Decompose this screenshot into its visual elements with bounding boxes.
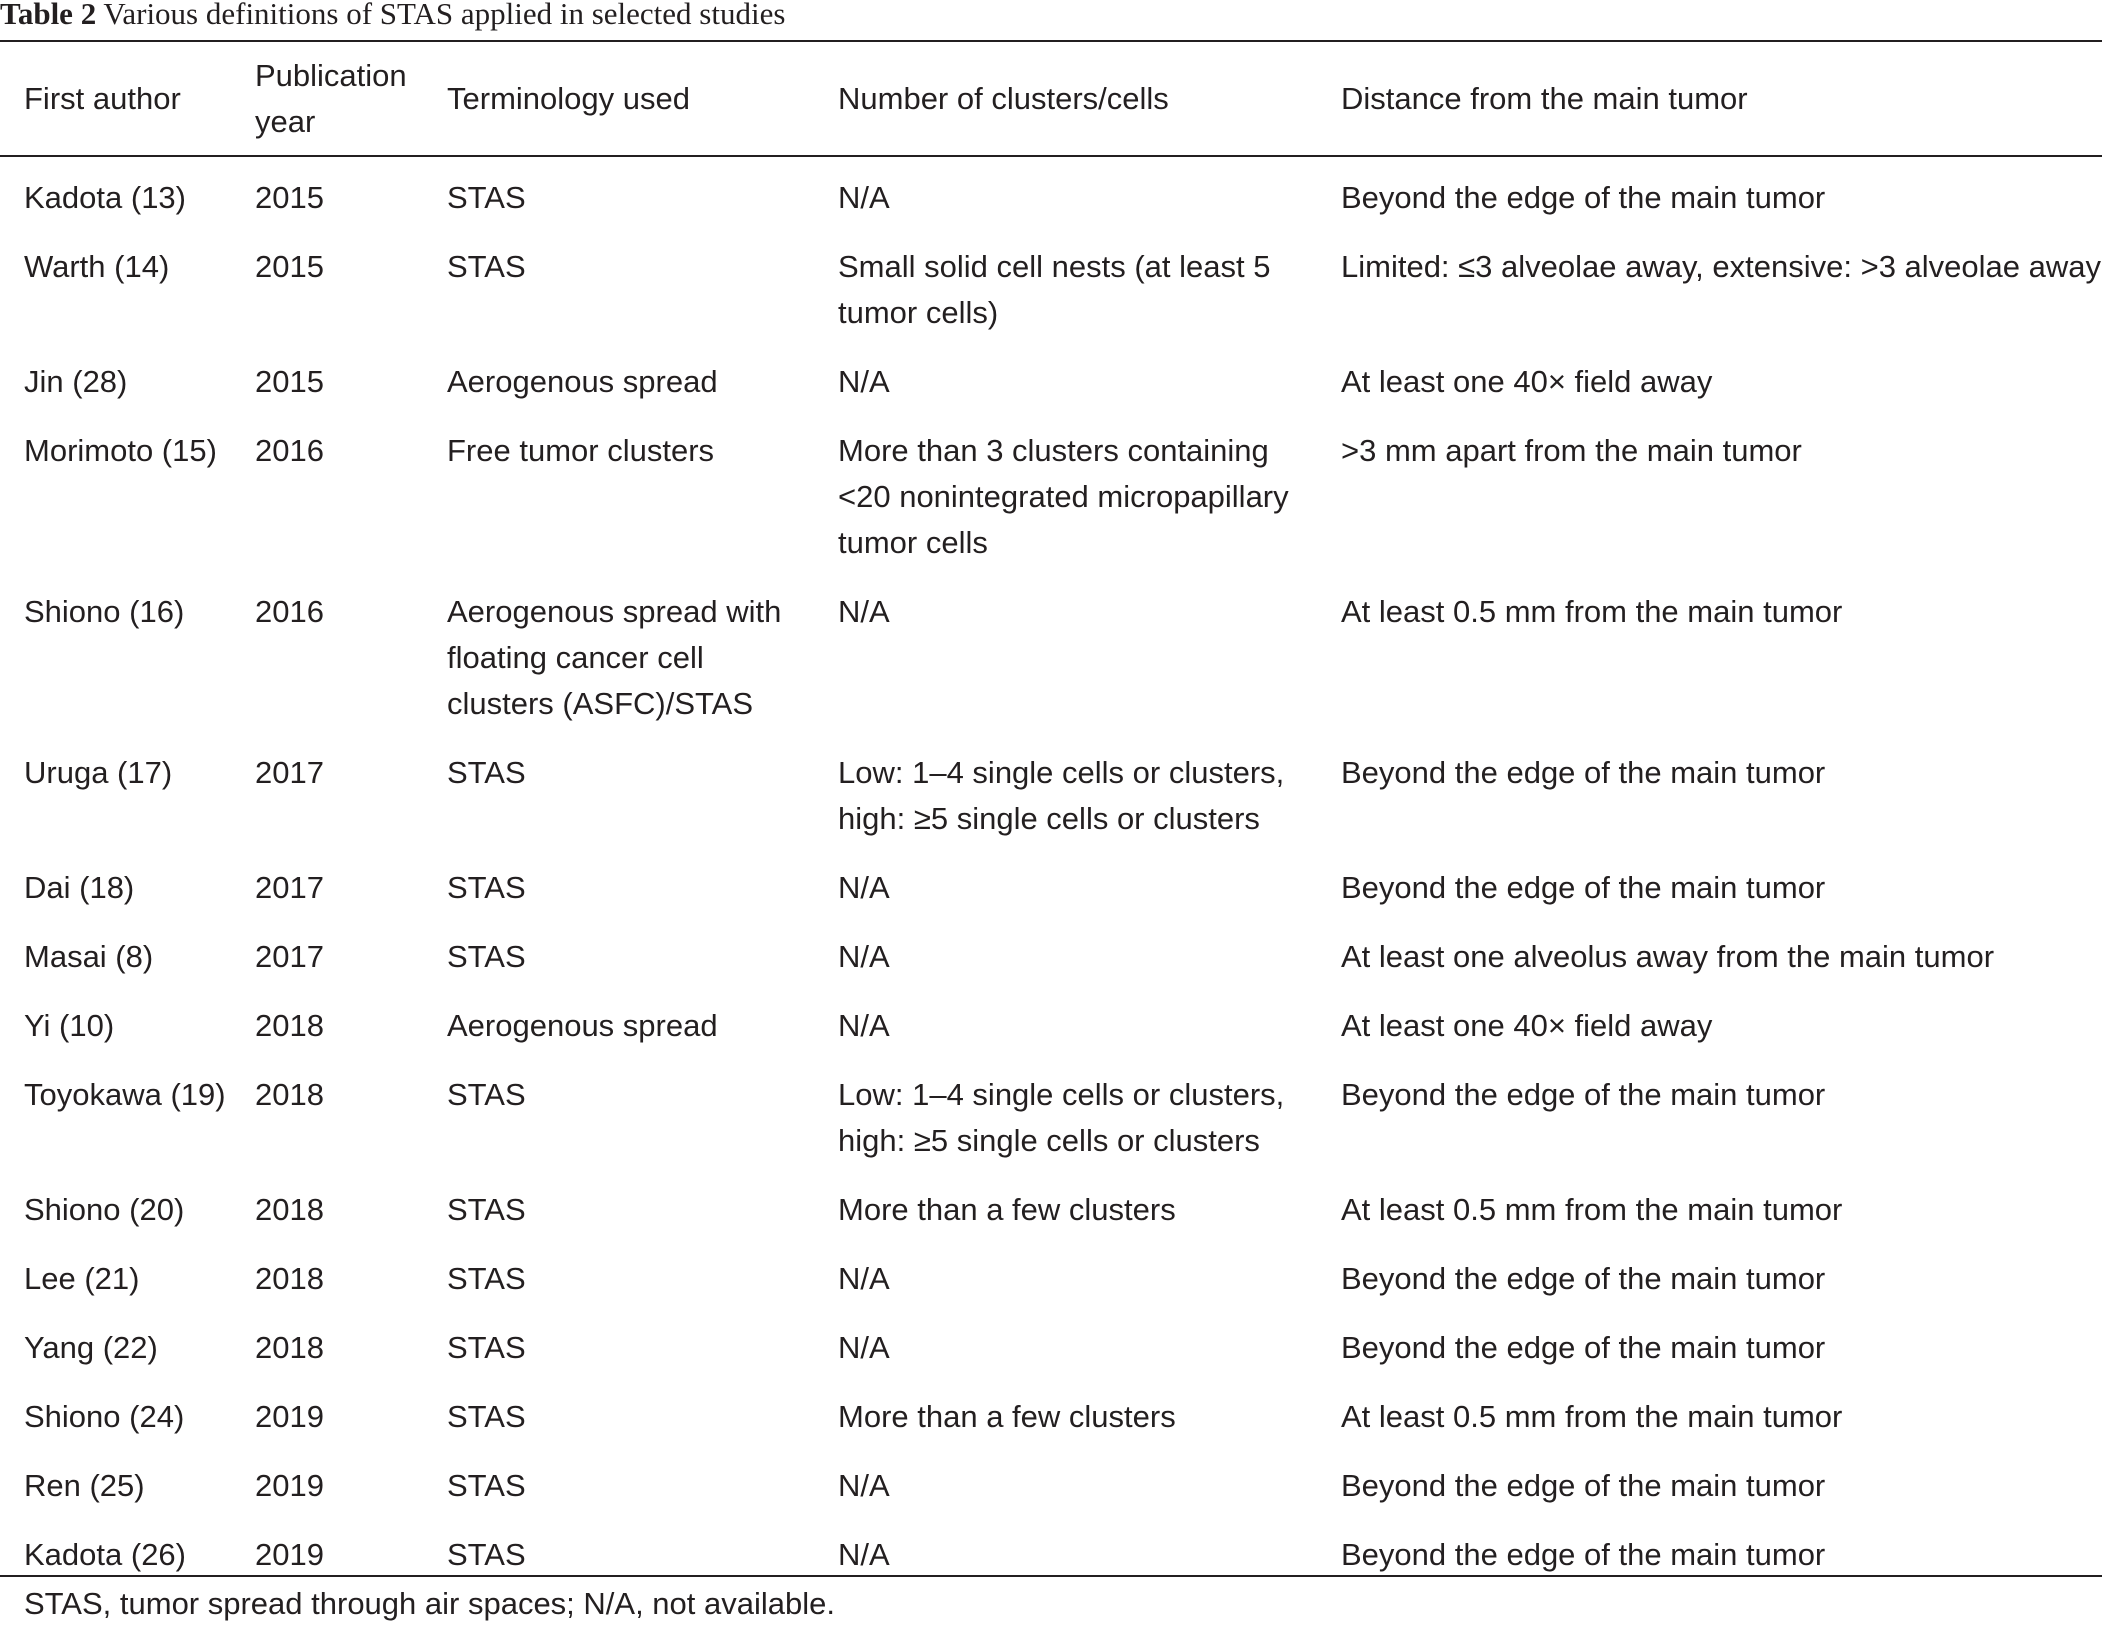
publication-year-cell: 2018: [255, 1261, 324, 1296]
distance-cell: At least one 40× field away: [1341, 1008, 1713, 1043]
table-row: [0, 750, 2102, 865]
distance-cell: Beyond the edge of the main tumor: [1341, 1261, 1826, 1296]
publication-year-cell: 2019: [255, 1399, 324, 1434]
distance-cell: At least 0.5 mm from the main tumor: [1341, 1399, 1843, 1434]
table-row: [0, 1187, 2102, 1256]
clusters-cells-cell: N/A: [838, 1330, 890, 1365]
first-author-cell: Jin (28): [24, 364, 128, 399]
first-author-cell: Kadota (26): [24, 1537, 186, 1572]
publication-year-cell: 2018: [255, 1008, 324, 1043]
terminology-cell: Aerogenous spread: [447, 1008, 718, 1043]
clusters-cells-cell: N/A: [838, 594, 890, 629]
terminology-cell: STAS: [447, 1537, 526, 1572]
clusters-cells-cell: N/A: [838, 364, 890, 399]
distance-cell: >3 mm apart from the main tumor: [1341, 433, 1802, 468]
table-row: [0, 1532, 2102, 1586]
clusters-cells-cell: N/A: [838, 939, 890, 974]
table-row: [0, 1394, 2102, 1463]
first-author-cell: Lee (21): [24, 1261, 140, 1296]
column-header-distance: Distance from the main tumor: [1341, 80, 1748, 116]
first-author-cell: Shiono (24): [24, 1399, 185, 1434]
terminology-cell: STAS: [447, 1192, 526, 1227]
publication-year-cell: 2018: [255, 1330, 324, 1365]
clusters-cells-cell: N/A: [838, 1008, 890, 1043]
distance-cell: At least one alveolus away from the main tumor: [1341, 939, 1995, 974]
distance-cell: At least one 40× field away: [1341, 364, 1713, 399]
first-author-cell: Dai (18): [24, 870, 135, 905]
terminology-cell: Free tumor clusters: [447, 433, 715, 468]
clusters-cells-cell: More than 3 clusters containing <20 nonintegrated micropapillary tumor cells: [838, 433, 1289, 560]
clusters-cells-cell: More than a few clusters: [838, 1192, 1176, 1227]
table-row: [0, 1256, 2102, 1325]
table-row: [0, 155, 2102, 244]
terminology-cell: Aerogenous spread with floating cancer cell clusters (ASFC)/STAS: [447, 594, 782, 721]
clusters-cells-cell: Low: 1–4 single cells or clusters, high: ≥5 single cells or clusters: [838, 755, 1285, 836]
first-author-cell: Uruga (17): [24, 755, 173, 790]
publication-year-cell: 2015: [255, 249, 324, 284]
terminology-cell: Aerogenous spread: [447, 364, 718, 399]
publication-year-cell: 2016: [255, 433, 324, 468]
first-author-cell: Yang (22): [24, 1330, 158, 1365]
table-row: [0, 1072, 2102, 1187]
clusters-cells-cell: N/A: [838, 180, 890, 215]
distance-cell: Limited: ≤3 alveolae away, extensive: >3 alveolae away: [1341, 249, 2102, 284]
column-header-publication-year: [231, 42, 423, 155]
publication-year-cell: 2019: [255, 1468, 324, 1503]
publication-year-cell: 2016: [255, 594, 324, 629]
table-body: [0, 155, 2102, 1586]
distance-cell: Beyond the edge of the main tumor: [1341, 1077, 1826, 1112]
distance-cell: At least 0.5 mm from the main tumor: [1341, 594, 1843, 629]
clusters-cells-cell: N/A: [838, 1537, 890, 1572]
table-label: Table 2: [0, 0, 97, 31]
publication-year-cell: 2017: [255, 939, 324, 974]
table-row: [0, 865, 2102, 934]
terminology-cell: STAS: [447, 755, 526, 790]
clusters-cells-cell: N/A: [838, 870, 890, 905]
clusters-cells-cell: Small solid cell nests (at least 5 tumor cells): [838, 249, 1271, 330]
table-row: [0, 428, 2102, 589]
terminology-cell: STAS: [447, 1261, 526, 1296]
clusters-cells-cell: Low: 1–4 single cells or clusters, high: ≥5 single cells or clusters: [838, 1077, 1285, 1158]
table-row: [0, 244, 2102, 359]
distance-cell: Beyond the edge of the main tumor: [1341, 180, 1826, 215]
column-header-first-author: First author: [24, 80, 181, 116]
first-author-cell: Toyokawa (19): [24, 1077, 226, 1112]
table-title: Various definitions of STAS applied in selected studies: [103, 0, 786, 31]
terminology-cell: STAS: [447, 1399, 526, 1434]
table-row: [0, 359, 2102, 428]
table-caption: [0, 0, 785, 34]
table-header-row: [0, 42, 2102, 155]
terminology-cell: STAS: [447, 1077, 526, 1112]
first-author-cell: Kadota (13): [24, 180, 186, 215]
terminology-cell: STAS: [447, 249, 526, 284]
terminology-cell: STAS: [447, 1468, 526, 1503]
distance-cell: Beyond the edge of the main tumor: [1341, 1330, 1826, 1365]
first-author-cell: Shiono (16): [24, 594, 185, 629]
distance-cell: Beyond the edge of the main tumor: [1341, 1537, 1826, 1572]
publication-year-cell: 2017: [255, 755, 324, 790]
clusters-cells-cell: N/A: [838, 1468, 890, 1503]
definitions-table: [0, 42, 2102, 1586]
table-row: [0, 1463, 2102, 1532]
table-row: [0, 589, 2102, 750]
distance-cell: Beyond the edge of the main tumor: [1341, 1468, 1826, 1503]
clusters-cells-cell: N/A: [838, 1261, 890, 1296]
column-header-publication-year-text: Publication year: [255, 57, 407, 139]
publication-year-cell: 2019: [255, 1537, 324, 1572]
table-row: [0, 1003, 2102, 1072]
terminology-cell: STAS: [447, 180, 526, 215]
first-author-cell: Warth (14): [24, 249, 170, 284]
column-header-clusters-cells: Number of clusters/cells: [838, 80, 1169, 116]
terminology-cell: STAS: [447, 939, 526, 974]
table-row: [0, 934, 2102, 1003]
first-author-cell: Ren (25): [24, 1468, 145, 1503]
publication-year-cell: 2018: [255, 1192, 324, 1227]
publication-year-cell: 2017: [255, 870, 324, 905]
first-author-cell: Masai (8): [24, 939, 154, 974]
terminology-cell: STAS: [447, 870, 526, 905]
distance-cell: Beyond the edge of the main tumor: [1341, 755, 1826, 790]
table-row: [0, 1325, 2102, 1394]
first-author-cell: Morimoto (15): [24, 433, 217, 468]
publication-year-cell: 2015: [255, 180, 324, 215]
clusters-cells-cell: More than a few clusters: [838, 1399, 1176, 1434]
first-author-cell: Yi (10): [24, 1008, 115, 1043]
publication-year-cell: 2015: [255, 364, 324, 399]
terminology-cell: STAS: [447, 1330, 526, 1365]
first-author-cell: Shiono (20): [24, 1192, 185, 1227]
column-header-terminology: Terminology used: [447, 80, 690, 116]
table-footnote: STAS, tumor spread through air spaces; N/A, not available.: [24, 1586, 835, 1621]
publication-year-cell: 2018: [255, 1077, 324, 1112]
distance-cell: Beyond the edge of the main tumor: [1341, 870, 1826, 905]
distance-cell: At least 0.5 mm from the main tumor: [1341, 1192, 1843, 1227]
